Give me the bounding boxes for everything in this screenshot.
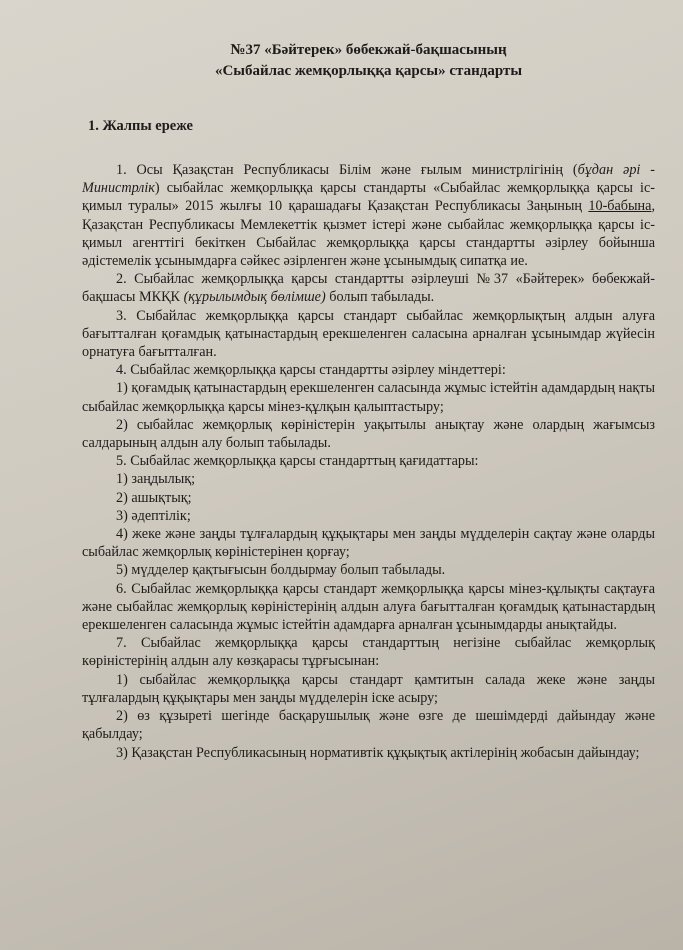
- paragraph-7-item-3: 3) Қазақстан Республикасының нормативтік құқықтық актілерінің жобасын дайындау;: [116, 744, 640, 761]
- p1-italic: бұдан әрі - Министрлік: [82, 162, 655, 197]
- p2-text-c: болып табылады.: [325, 289, 435, 306]
- paragraph-7-item-1: 1) сыбайлас жемқорлыққа қарсы стандарт қамтитын салада жеке және заңды тұлғалардың құқықтары мен заңды мүдделерін іске асыру;: [82, 671, 655, 706]
- p1-text-c: ) сыбайлас жемқорлыққа қарсы стандарты «Сыбайлас жемқорлыққа қарсы іс-қимыл туралы» 2015 жылғы 10 қарашадағы Қазақстан Республикасы Заңының: [82, 180, 655, 215]
- section-heading: 1. Жалпы ереже: [88, 118, 193, 134]
- p2-text-a: 2. Сыбайлас жемқорлыққа қарсы стандартты әзірлеуші №37 «Бәйтерек» бөбекжай-бақшасы МКҚК: [82, 271, 655, 306]
- paragraph-6: 6. Сыбайлас жемқорлыққа қарсы стандарт жемқорлыққа қарсы мінез-құлықты сақтауға және сыбайлас жемқорлық көріністерінің алдын алуға бағытталған қоғамдық қатынастардың ерекшеленген саласында жұмыс істейтін адамдарға арналған ұсынымдарды анықтайды.: [82, 580, 655, 634]
- p1-underlined: 10-бабына: [588, 198, 652, 215]
- paragraph-5-item-4: 4) жеке және заңды тұлғалардың құқықтары мен заңды мүдделерін сақтау және оларды сыбайлас жемқорлық көріністерінен қорғау;: [82, 526, 655, 561]
- paragraph-4-item-1: 1) қоғамдық қатынастардың ерекшеленген саласында жұмыс істейтін адамдардың нақты сыбайлас жемқорлыққа қарсы мінез-құлқын қалыптастыру;: [82, 380, 655, 415]
- p1-text-e: , Қазақстан Республикасы Мемлекеттік қызмет істері және сыбайлас жемқорлыққа қарсы іс-қимыл агенттігі бекіткен Сыбайлас жемқорлыққа қарсы стандартты әзірлеу бойынша әдістемелік ұсынымдарға сәйкес әзірленген және ұсынымдық сипатқа ие.: [82, 198, 655, 270]
- paragraph-3: 3. Сыбайлас жемқорлыққа қарсы стандарт сыбайлас жемқорлықтың алдын алуға бағытталған қоғамдық қатынастардың ерекшеленген саласына арналған ұсынымдар жүйесін орнатуға бағытталған.: [82, 307, 655, 361]
- paragraph-5-item-1: 1) заңдылық;: [116, 471, 196, 488]
- paragraph-5-item-3: 3) әдептілік;: [116, 507, 191, 524]
- paragraph-5-item-2: 2) ашықтық;: [116, 489, 192, 506]
- paragraph-5-item-5: 5) мүдделер қақтығысын болдырмау болып табылады.: [116, 562, 446, 579]
- paragraph-4: 4. Сыбайлас жемқорлыққа қарсы стандартты әзірлеу міндеттері:: [116, 362, 506, 379]
- title-line-2: «Сыбайлас жемқорлыққа қарсы» стандарты: [214, 63, 523, 79]
- p1-text-a: 1. Осы Қазақстан Республикасы Білім және ғылым министрлігінің (: [116, 162, 578, 178]
- paragraph-4-item-2: 2) сыбайлас жемқорлық көріністерін уақытылы анықтау және олардың жағымсыз салдарының алдын алу болып табылады.: [82, 416, 655, 452]
- paragraph-7-item-2: 2) өз құзыреті шегінде басқарушылық және өзге де шешімдерді дайындау және қабылдау;: [82, 708, 655, 743]
- p2-italic: (құрылымдық бөлімше): [183, 289, 326, 306]
- document-title: [82, 40, 655, 82]
- title-line-1: №37 «Бәйтерек» бөбекжай-бақшасының: [230, 42, 507, 58]
- paragraph-5: 5. Сыбайлас жемқорлыққа қарсы стандарттың қағидаттары:: [116, 453, 479, 470]
- paragraph-1: [82, 161, 655, 270]
- paragraph-7: 7. Сыбайлас жемқорлыққа қарсы стандарттың негізіне сыбайлас жемқорлық көріністерінің алдын алу көзқарасы тұрғысынан:: [82, 635, 655, 670]
- paragraph-2: [82, 270, 655, 306]
